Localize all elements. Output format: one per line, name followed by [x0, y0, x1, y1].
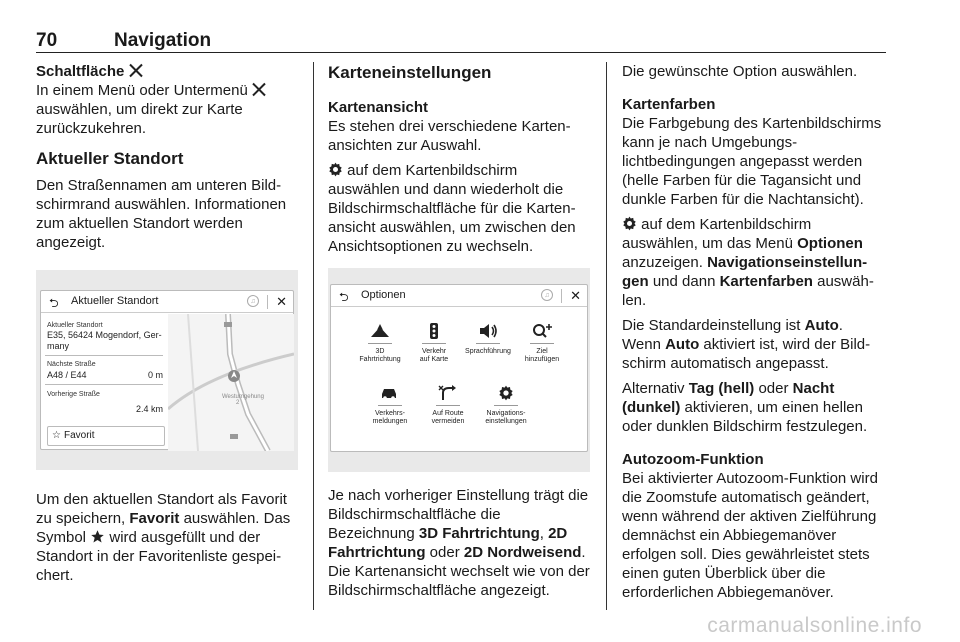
option-verkehr-auf-karte[interactable]: Verkehr auf Karte: [405, 323, 463, 364]
column-1: [36, 62, 298, 252]
screen-frame: [330, 284, 588, 452]
traffic-light-icon: [423, 323, 445, 339]
page-number: 70: [36, 30, 58, 51]
paragraph: Die Farbgebung des Kartenbildschirms kann je nach Umgebungslichtbedingungen angepasst werden (helle Farben für die Tagansicht und dunkle Farben für die Nachtansicht).: [622, 115, 882, 208]
header-rule: [36, 52, 886, 53]
gear-icon: [328, 162, 343, 177]
location-panel: [41, 314, 167, 451]
paragraph: Bei aktivierter Autozoom-Funktion wird die Zoomstufe automatisch geändert, wenn während der aktiven Zielführung demnächst ein Abbiegemanöver erfolgen soll. Dies gewährleistet stets einen guten Überblick über die erforderlichen Abbiegemanöver.: [622, 470, 878, 601]
screen-header: [41, 291, 293, 313]
option-auf-route-vermeiden[interactable]: Auf Route vermeiden: [419, 385, 477, 426]
column-2-bottom: [328, 486, 590, 600]
voice-icon[interactable]: ♫: [541, 289, 553, 301]
paragraph: auf dem Kartenbildschirm auswählen, um das Menü Optionen anzuzeigen. Navigationseinstellungen und dann Kartenfarben auswählen.: [622, 216, 874, 309]
option-verkehrsmeldungen[interactable]: Verkehrs- meldungen: [361, 385, 419, 426]
back-arrow-icon[interactable]: ⮌: [49, 296, 59, 310]
column-2: [328, 62, 590, 256]
column-divider-2: [606, 62, 607, 610]
add-destination-icon: [531, 323, 553, 339]
option-3d-fahrtrichtung[interactable]: 3D Fahrtrichtung: [351, 323, 409, 364]
traffic-car-icon: [379, 385, 401, 401]
paragraph: Die gewünschte Option auswählen.: [622, 63, 858, 80]
favorit-button[interactable]: ☆ Favorit: [47, 426, 165, 446]
screen-frame: [40, 290, 294, 450]
label-next-street: Nächste Straße: [47, 361, 96, 368]
avoid-route-icon: [437, 385, 459, 401]
voice-icon[interactable]: ♫: [247, 295, 259, 307]
paragraph: Um den aktuellen Standort als Favorit zu speichern, Favorit auswählen. Das Symbol wird ausgefüllt und der Standort in der Favoritenliste gespeichert.: [36, 491, 291, 584]
gear-icon: [495, 385, 517, 401]
watermark: carmanualsonline.info: [707, 614, 922, 637]
screen-header: [331, 285, 587, 307]
option-navigationseinstellungen[interactable]: Navigations- einstellungen: [477, 385, 535, 426]
3d-view-icon: [369, 323, 391, 339]
map-roads: [168, 314, 294, 451]
close-icon[interactable]: ✕: [570, 288, 581, 303]
map-view[interactable]: [168, 314, 294, 451]
map-street-label: Westumgehung 2: [222, 394, 264, 406]
page-title: Navigation: [114, 30, 212, 51]
value-current-location: E35, 56424 Mogendorf, Ger-many: [47, 330, 162, 351]
column-divider-1: [313, 62, 314, 610]
screen-title: Aktueller Standort: [71, 295, 159, 307]
label-current-location: Aktueller Standort: [47, 322, 103, 329]
paragraph: Die Standardeinstellung ist Auto. Wenn Auto aktiviert ist, wird der Bildschirm automatisch angepasst.: [622, 317, 871, 372]
close-icon: [252, 83, 265, 96]
paragraph: Den Straßennamen am unteren Bildschirmrand auswählen. Informationen zum aktuellen Standort werden angezeigt.: [36, 177, 287, 251]
column-3: [622, 62, 884, 602]
close-icon: [129, 64, 142, 77]
subheading-kartenansicht: Kartenansicht: [328, 99, 429, 116]
speaker-icon: [477, 323, 499, 339]
column-1-bottom: [36, 490, 298, 585]
option-sprachfuehrung[interactable]: Sprachführung: [459, 323, 517, 356]
screenshot-aktueller-standort: [36, 270, 298, 470]
gear-icon: [622, 216, 637, 231]
star-outline-icon: ☆: [52, 430, 61, 441]
section-heading-karteneinstellungen: Karteneinstellungen: [328, 63, 492, 82]
screenshot-optionen: [328, 268, 590, 472]
section-heading-aktueller-standort: Aktueller Standort: [36, 149, 184, 168]
paragraph: Es stehen drei verschiedene Kartenansichten zur Auswahl.: [328, 118, 571, 154]
distance-previous-street: 2.4 km: [135, 404, 163, 414]
paragraph: auf dem Kartenbildschirm auswählen und dann wiederholt die Bildschirmschaltfläche für die Kartenansicht auswählen, um zwischen den Ansichtsoptionen zu wechseln.: [328, 162, 576, 255]
subheading-autozoom: Autozoom-Funktion: [622, 451, 764, 468]
paragraph: Je nach vorheriger Einstellung trägt die Bildschirmschaltfläche die Bezeichnung 3D Fahrtrichtung, 2D Fahrtrichtung oder 2D Nordweisend. Die Kartenansicht wechselt wie von der Bildschirmschaltfläche angezeigt.: [328, 487, 590, 599]
star-filled-icon: [90, 529, 105, 544]
back-arrow-icon[interactable]: ⮌: [339, 290, 349, 304]
option-ziel-hinzufuegen[interactable]: Ziel hinzufügen: [513, 323, 571, 364]
paragraph: In einem Menü oder Untermenü auswählen, um direkt zur Karte zurückzukehren.: [36, 81, 298, 138]
paragraph: Alternativ Tag (hell) oder Nacht (dunkel) aktivieren, um einen hellen oder dunklen Bildschirm festzulegen.: [622, 380, 868, 435]
distance-next-street: 0 m: [147, 370, 163, 380]
subheading-kartenfarben: Kartenfarben: [622, 96, 716, 113]
page-header: [36, 30, 886, 52]
close-icon[interactable]: ✕: [276, 294, 287, 309]
label-previous-street: Vorherige Straße: [47, 391, 100, 398]
value-next-street: A48 / E44: [47, 370, 87, 380]
section-heading-schaltflaeche: Schaltfläche: [36, 62, 298, 81]
screen-title: Optionen: [361, 289, 406, 301]
